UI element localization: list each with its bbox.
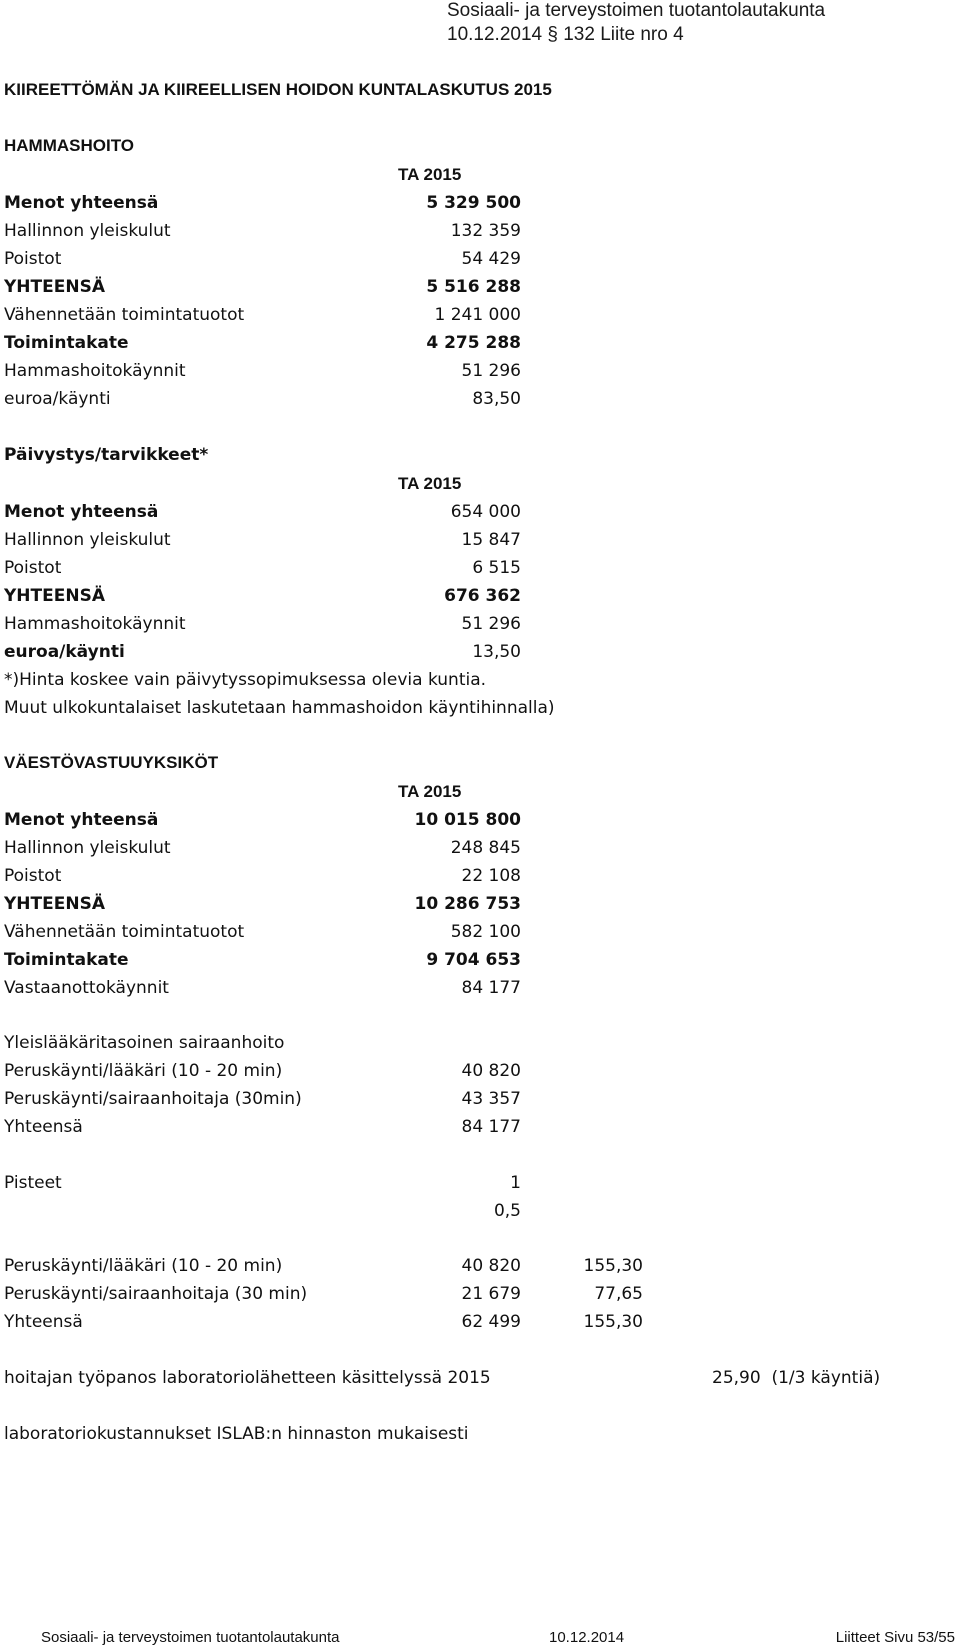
- row-label: Menot yhteensä: [4, 193, 159, 213]
- row-label: Vähennetään toimintatuotot: [4, 305, 245, 325]
- row-value: 5 516 288: [426, 277, 521, 297]
- row-label: Poistot: [4, 558, 62, 578]
- row-value: 654 000: [450, 502, 521, 522]
- row-value: 10 286 753: [414, 894, 521, 914]
- row-value: 676 362: [444, 586, 521, 606]
- row-label: Peruskäynti/lääkäri (10 - 20 min): [4, 1061, 283, 1081]
- row-label: Vastaanottokäynnit: [4, 978, 169, 998]
- row-label: Yhteensä: [4, 1312, 83, 1332]
- section-title-paivystys: Päivystys/tarvikkeet*: [4, 445, 209, 465]
- row-value: 43 357: [461, 1089, 521, 1109]
- row-price: 155,30: [583, 1312, 643, 1332]
- row-value: 248 845: [450, 838, 521, 858]
- row-value: 22 108: [461, 866, 521, 886]
- row-value: 84 177: [461, 1117, 521, 1137]
- row-value: 40 820: [461, 1061, 521, 1081]
- row-label: Poistot: [4, 249, 62, 269]
- footer-committee: Sosiaali- ja terveystoimen tuotantolautakunta: [41, 1629, 340, 1646]
- section-title-hammashoito: HAMMASHOITO: [4, 136, 135, 155]
- row-value: 6 515: [472, 558, 521, 578]
- row-value: 13,50: [472, 642, 521, 662]
- row-label: Vähennetään toimintatuotot: [4, 922, 245, 942]
- row-value: 54 429: [461, 249, 521, 269]
- row-label: Yhteensä: [4, 1117, 83, 1137]
- row-value: 40 820: [461, 1256, 521, 1276]
- row-label: Peruskäynti/sairaanhoitaja (30min): [4, 1089, 302, 1109]
- column-header-ta2015: TA 2015: [398, 165, 462, 184]
- column-header-ta2015: TA 2015: [398, 474, 462, 493]
- row-label: Menot yhteensä: [4, 502, 159, 522]
- row-label: Peruskäynti/sairaanhoitaja (30 min): [4, 1284, 308, 1304]
- lab-costs-note: laboratoriokustannukset ISLAB:n hinnaston mukaisesti: [4, 1424, 469, 1444]
- footer-date: 10.12.2014: [549, 1629, 625, 1646]
- row-value: 84 177: [461, 978, 521, 998]
- row-label: Toimintakate: [4, 950, 129, 970]
- row-value: 15 847: [461, 530, 521, 550]
- section-title-yleislaakari: Yleislääkäritasoinen sairaanhoito: [4, 1033, 285, 1053]
- row-value: 51 296: [461, 614, 521, 634]
- row-price: 77,65: [594, 1284, 643, 1304]
- footer-page: Liitteet Sivu 53/55: [835, 1629, 955, 1646]
- row-value: 9 704 653: [426, 950, 521, 970]
- row-value: 10 015 800: [414, 810, 521, 830]
- row-price: 155,30: [583, 1256, 643, 1276]
- lab-workload-value: [712, 1366, 880, 1390]
- header-committee: Sosiaali- ja terveystoimen tuotantolautakunta: [447, 0, 826, 21]
- row-value: 4 275 288: [426, 333, 521, 353]
- lab-note: (1/3 käyntiä): [771, 1368, 881, 1388]
- footnote-price: *)Hinta koskee vain päivytyssopimuksessa olevia kuntia.: [4, 670, 487, 690]
- row-label: Poistot: [4, 866, 62, 886]
- row-label: YHTEENSÄ: [4, 586, 105, 606]
- section-title-vaestovastuu: VÄESTÖVASTUUYKSIKÖT: [4, 753, 219, 772]
- row-label: Hallinnon yleiskulut: [4, 221, 171, 241]
- pisteet-label: Pisteet: [4, 1173, 62, 1193]
- row-label: euroa/käynti: [4, 389, 111, 409]
- row-label: Hammashoitokäynnit: [4, 614, 186, 634]
- pisteet-value-2: 0,5: [493, 1201, 521, 1221]
- footnote-other-municipalities: Muut ulkokuntalaiset laskutetaan hammashoidon käyntihinnalla): [4, 698, 555, 718]
- row-value: 5 329 500: [426, 193, 521, 213]
- lab-value: 25,90: [712, 1368, 761, 1388]
- row-label: Menot yhteensä: [4, 810, 159, 830]
- row-value: 1 241 000: [434, 305, 521, 325]
- header-meeting-ref: 10.12.2014 § 132 Liite nro 4: [447, 24, 684, 45]
- row-value: 51 296: [461, 361, 521, 381]
- row-value: 21 679: [461, 1284, 521, 1304]
- row-value: 83,50: [472, 389, 521, 409]
- row-label: euroa/käynti: [4, 642, 125, 662]
- row-value: 132 359: [450, 221, 521, 241]
- document-title: KIIREETTÖMÄN JA KIIREELLISEN HOIDON KUNTALASKUTUS 2015: [4, 80, 552, 99]
- row-label: YHTEENSÄ: [4, 277, 105, 297]
- row-label: Hallinnon yleiskulut: [4, 530, 171, 550]
- lab-workload-label: hoitajan työpanos laboratoriolähetteen käsittelyssä 2015: [4, 1368, 491, 1388]
- row-label: Peruskäynti/lääkäri (10 - 20 min): [4, 1256, 283, 1276]
- row-label: Toimintakate: [4, 333, 129, 353]
- row-label: YHTEENSÄ: [4, 894, 105, 914]
- column-header-ta2015: TA 2015: [398, 782, 462, 801]
- pisteet-value-1: 1: [510, 1173, 521, 1193]
- row-label: Hallinnon yleiskulut: [4, 838, 171, 858]
- row-value: 62 499: [461, 1312, 521, 1332]
- row-value: 582 100: [450, 922, 521, 942]
- row-label: Hammashoitokäynnit: [4, 361, 186, 381]
